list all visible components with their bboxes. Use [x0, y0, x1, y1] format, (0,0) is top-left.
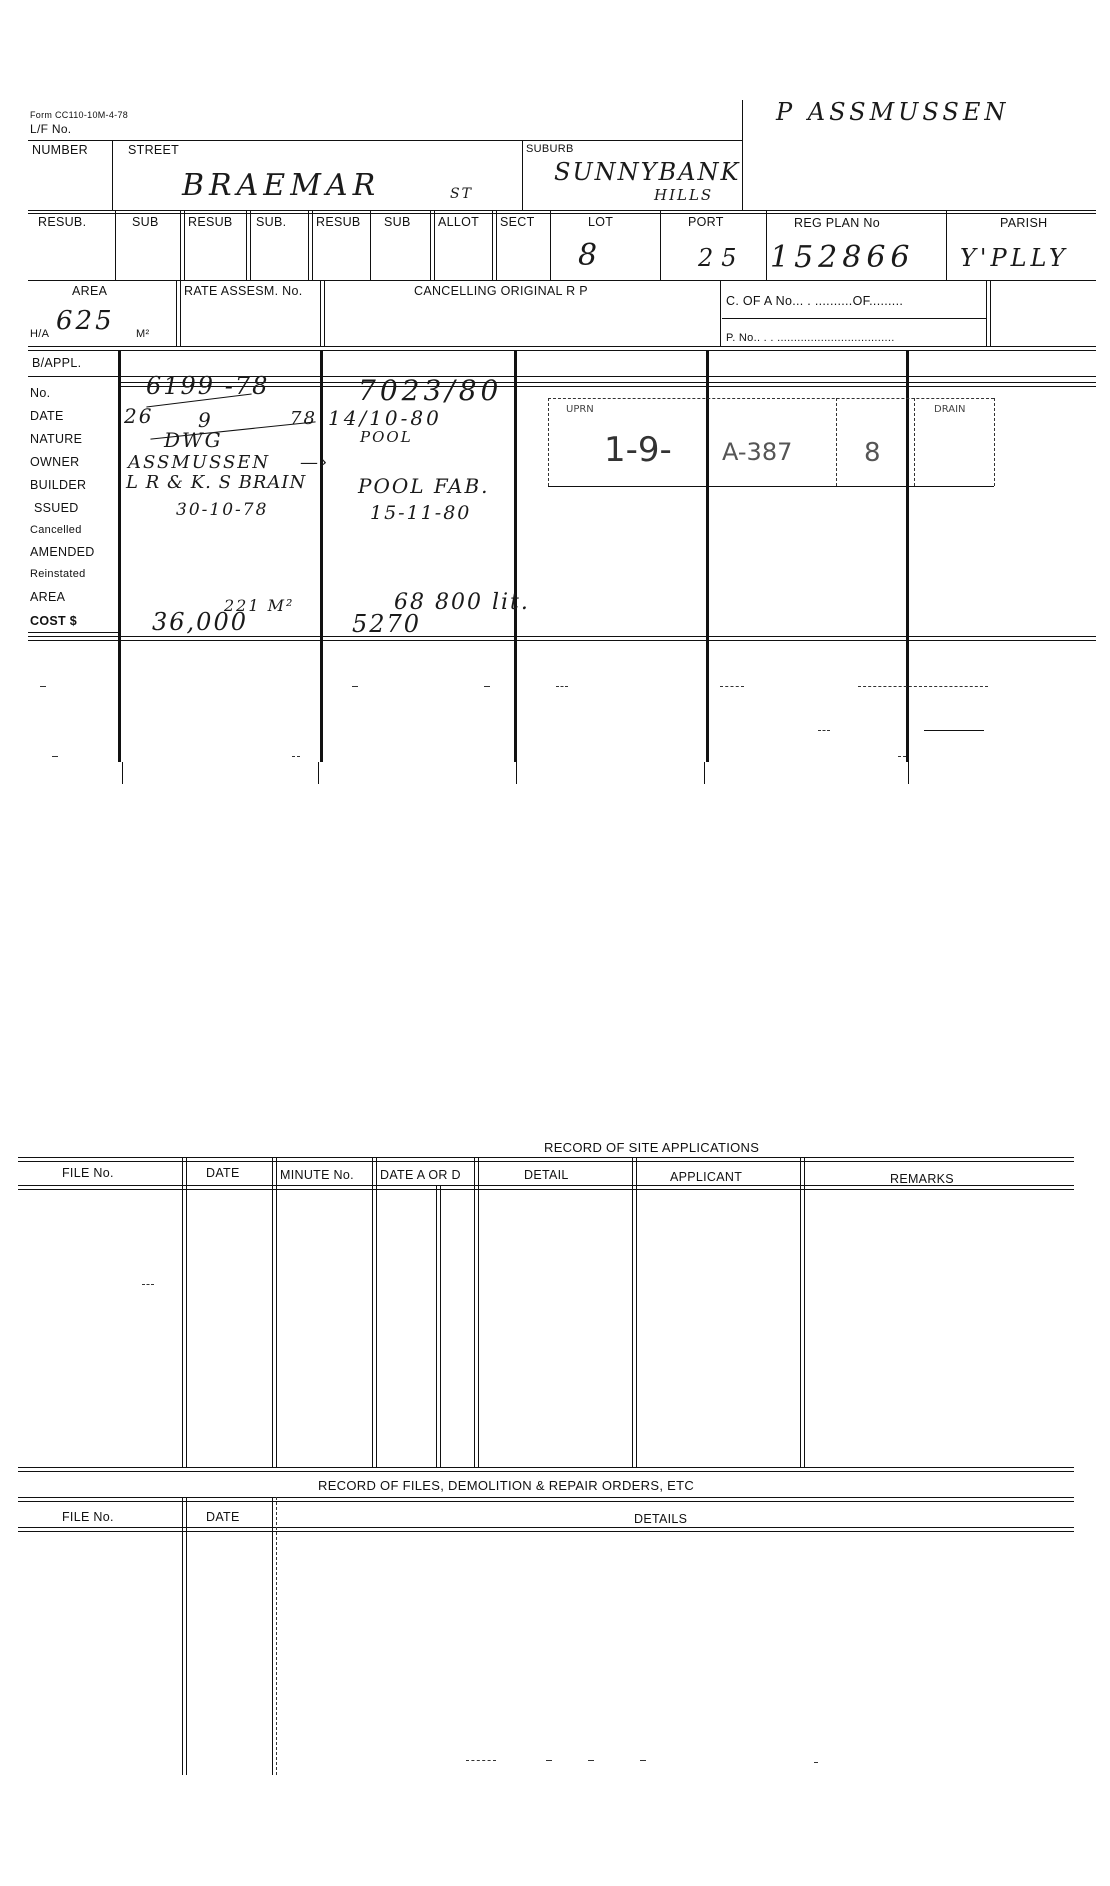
site-col-applicant: APPLICANT: [670, 1170, 743, 1184]
rule: [908, 762, 909, 784]
land-label-resub-2: RESUB: [188, 215, 233, 229]
faint-mark: [556, 686, 568, 687]
faint-mark: [292, 756, 300, 757]
rule: [550, 210, 551, 280]
owner-arrow-icon: —›: [300, 452, 330, 473]
rule: [115, 210, 116, 280]
rule: [434, 210, 435, 280]
files-record-title: RECORD OF FILES, DEMOLITION & REPAIR ORDERS, ETC: [318, 1478, 695, 1493]
rule: [28, 140, 742, 141]
stamp-border-top: [548, 398, 994, 399]
rule: [180, 280, 181, 346]
rule: [176, 280, 177, 346]
rule: [118, 350, 121, 762]
row-label-no: No.: [30, 386, 51, 400]
pno-label: P. No.. . . ...................................: [726, 332, 895, 344]
app1-date-month: 9: [198, 408, 213, 432]
stamp-value-3: 8: [864, 438, 881, 468]
land-label-reg-plan: REG PLAN No: [794, 216, 880, 230]
rate-assesm-label: RATE ASSESM. No.: [184, 284, 303, 298]
rule: [18, 1527, 1074, 1528]
app2-no: 7023/80: [358, 374, 503, 407]
rule: [28, 280, 1096, 281]
faint-mark: [640, 1760, 646, 1761]
rule: [492, 210, 493, 280]
rule: [18, 1471, 1074, 1472]
rule: [246, 210, 247, 280]
rule: [516, 762, 517, 784]
rule: [184, 210, 185, 280]
rule: [800, 1157, 801, 1467]
rule: [320, 350, 323, 762]
rule: [704, 762, 705, 784]
lf-no-label: L/F No.: [30, 122, 72, 136]
rule: [28, 632, 120, 633]
rule: [250, 210, 251, 280]
rule: [276, 1157, 277, 1467]
site-col-remarks: REMARKS: [890, 1172, 954, 1186]
app2-area: 68 800 lit.: [394, 590, 530, 615]
street-value: BRAEMAR: [182, 168, 381, 203]
rule: [28, 213, 1096, 214]
rule: [182, 1157, 183, 1467]
rule: [272, 1497, 273, 1775]
rule: [742, 100, 743, 210]
rule: [324, 280, 325, 346]
suburb-value: SUNNYBANK: [554, 158, 741, 186]
rule: [766, 210, 767, 280]
rule: [28, 210, 1096, 211]
rule: [18, 1497, 1074, 1498]
stamp-label-drain: DRAIN: [934, 404, 966, 415]
port-value: 25: [698, 244, 745, 272]
faint-mark: [352, 686, 358, 687]
land-label-allot: ALLOT: [438, 215, 480, 229]
rule: [112, 140, 113, 210]
rule: [312, 210, 313, 280]
stamp-value-2: A-387: [722, 438, 793, 466]
stamp-label-uprn: UPRN: [566, 404, 594, 415]
area-unit: M²: [136, 328, 150, 340]
rule: [122, 762, 123, 784]
row-label-cancelled: Cancelled: [30, 524, 82, 536]
row-label-area: AREA: [30, 590, 66, 604]
app1-builder: L R & K. S BRAIN: [126, 472, 307, 493]
faint-mark: [588, 1760, 594, 1761]
site-col-file-no: FILE No.: [62, 1166, 114, 1180]
rule: [440, 1185, 441, 1467]
rule: [180, 210, 181, 280]
rule: [376, 1157, 377, 1467]
land-label-sub: SUB: [132, 215, 159, 229]
rule: [18, 1189, 1074, 1190]
rule: [720, 280, 721, 346]
app1-issued: 30-10-78: [176, 500, 269, 520]
bappl-label: B/APPL.: [32, 356, 82, 370]
rule: [186, 1157, 187, 1467]
rule: [28, 346, 1096, 347]
row-label-reinstated: Reinstated: [30, 568, 86, 580]
stamp-value-1: 1-9-: [604, 430, 672, 470]
files-col-details: DETAILS: [634, 1512, 688, 1526]
site-col-date: DATE: [206, 1166, 240, 1180]
site-col-detail: DETAIL: [524, 1168, 569, 1182]
stamp-border-left: [548, 398, 549, 486]
site-applications-title: RECORD OF SITE APPLICATIONS: [544, 1140, 760, 1155]
app1-nature: DWG: [164, 428, 223, 452]
land-label-sect: SECT: [500, 215, 535, 229]
rule: [478, 1157, 479, 1467]
rule: [320, 280, 321, 346]
faint-mark: [818, 730, 830, 731]
row-label-nature: NATURE: [30, 432, 83, 446]
faint-mark: [898, 756, 906, 757]
row-label-amended: AMENDED: [30, 545, 95, 559]
faint-mark: [40, 686, 46, 687]
rule: [28, 350, 1096, 351]
rule: [18, 1531, 1074, 1532]
land-label-sub-2: SUB.: [256, 215, 287, 229]
app1-date-year: 78: [290, 408, 317, 429]
rule: [276, 1497, 277, 1775]
rule: [496, 210, 497, 280]
app1-owner: ASSMUSSEN: [128, 452, 271, 473]
row-label-owner: OWNER: [30, 455, 80, 469]
street-label: STREET: [128, 143, 180, 157]
area-prefix: H/A: [30, 328, 50, 340]
files-col-file-no: FILE No.: [62, 1510, 114, 1524]
rule: [660, 210, 661, 280]
rule: [474, 1157, 475, 1467]
app1-area: 221 M²: [224, 596, 295, 615]
site-col-date-a-or-d: DATE A OR D: [380, 1168, 461, 1182]
app2-nature: POOL: [360, 428, 413, 446]
site-col-minute-no: MINUTE No.: [280, 1168, 354, 1182]
rule: [632, 1157, 633, 1467]
rule: [522, 140, 523, 210]
faint-mark: [484, 686, 490, 687]
rule: [986, 280, 987, 346]
app1-no: 6199 -78: [146, 372, 270, 400]
app2-cost: 5270: [352, 610, 422, 638]
rule: [18, 1161, 1074, 1162]
rule: [186, 1497, 187, 1775]
owner-name-top: P ASSMUSSEN: [776, 98, 1010, 126]
row-label-cost: COST $: [30, 614, 77, 628]
rule: [946, 210, 947, 280]
land-label-port: PORT: [688, 215, 724, 229]
rule: [906, 350, 909, 762]
rule: [272, 1157, 273, 1467]
land-label-resub-3: RESUB: [316, 215, 361, 229]
cofa-label: C. OF A No... . ..........OF.........: [726, 294, 904, 308]
faint-mark: [814, 1762, 818, 1763]
rule: [28, 640, 1096, 641]
faint-mark: [546, 1760, 552, 1761]
rule: [436, 1185, 437, 1467]
app1-cost: 36,000: [152, 608, 248, 636]
land-label-sub-3: SUB: [384, 215, 411, 229]
rule: [318, 762, 319, 784]
files-col-date: DATE: [206, 1510, 240, 1524]
stamp-divider: [914, 398, 915, 486]
rule: [430, 210, 431, 280]
stamp-border-right: [994, 398, 995, 486]
faint-mark: [142, 1284, 154, 1285]
app2-builder: POOL FAB.: [358, 474, 490, 498]
rule: [18, 1157, 1074, 1158]
rule: [18, 1501, 1074, 1502]
rule: [636, 1157, 637, 1467]
row-label-date: DATE: [30, 409, 64, 423]
suburb-value-line2: HILLS: [654, 186, 714, 204]
rule: [990, 280, 991, 346]
stamp-divider: [836, 398, 837, 486]
land-label-lot: LOT: [588, 215, 614, 229]
suburb-label: SUBURB: [526, 143, 574, 155]
row-label-builder: BUILDER: [30, 478, 87, 492]
cancelling-label: CANCELLING ORIGINAL R P: [414, 284, 588, 298]
faint-mark: [52, 756, 58, 757]
area-label: AREA: [72, 284, 108, 298]
stamp-border-bottom: [548, 486, 994, 487]
rule: [804, 1157, 805, 1467]
rule: [722, 318, 986, 319]
faint-mark: [924, 730, 984, 731]
street-suffix: ST: [450, 186, 473, 202]
number-label: NUMBER: [32, 143, 88, 157]
rule: [372, 1157, 373, 1467]
rule: [18, 1467, 1074, 1468]
app1-date-day: 26: [124, 404, 154, 428]
rule: [28, 636, 1096, 637]
parish-value: Y'PLLY: [960, 244, 1069, 272]
app2-issued: 15-11-80: [370, 502, 472, 524]
land-label-parish: PARISH: [1000, 216, 1048, 230]
lot-value: 8: [578, 238, 600, 273]
rule: [706, 350, 709, 762]
form-code: Form CC110-10M-4-78: [30, 110, 129, 120]
rule: [182, 1497, 183, 1775]
rule: [370, 210, 371, 280]
faint-mark: [466, 1760, 496, 1761]
land-label-resub: RESUB.: [38, 215, 87, 229]
app2-date: 14/10-80: [328, 406, 442, 430]
rule: [308, 210, 309, 280]
faint-mark: [720, 686, 744, 687]
row-label-issued: SSUED: [34, 501, 79, 515]
faint-mark: [858, 686, 988, 687]
rule: [18, 1185, 1074, 1186]
reg-plan-value: 152866: [770, 240, 915, 275]
rule: [514, 350, 517, 762]
area-value: 625: [56, 306, 115, 336]
